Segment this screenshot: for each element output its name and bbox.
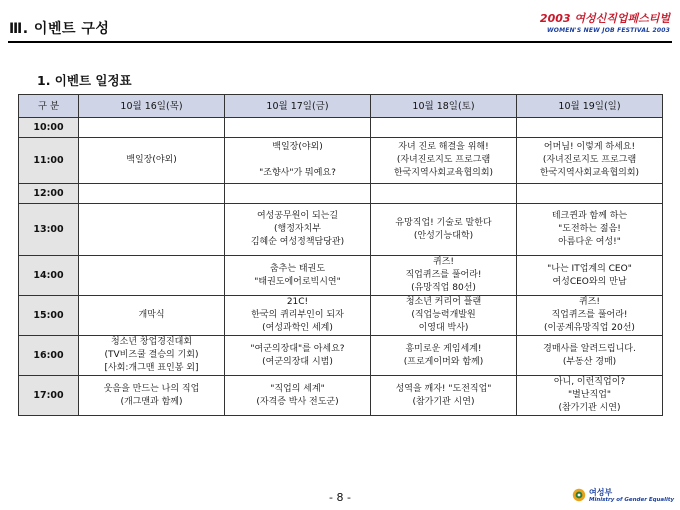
- table-row: [19, 138, 663, 184]
- event-text: 청소년 창업경진대회: [110, 337, 193, 347]
- header-day: 10월 17일(금): [225, 95, 371, 118]
- event-text: 아름다운 여성!": [558, 237, 621, 247]
- event-cell: [371, 184, 517, 204]
- event-cell: [517, 376, 663, 416]
- event-text: 김혜순 여성정책담당관): [250, 237, 345, 247]
- event-text: (행정자치부: [274, 224, 321, 234]
- event-text: 직업퀴즈를 풀어라!: [405, 270, 482, 280]
- event-text: (여군의장대 시범): [262, 356, 333, 367]
- event-text: 흥미로운 게임세계!: [405, 343, 482, 354]
- schedule-title: 1. 이벤트 일정표: [37, 73, 132, 88]
- ministry-logo: [572, 486, 675, 506]
- event-cell: [371, 118, 517, 138]
- event-cell: [79, 118, 225, 138]
- event-text: (자녀진로지도 프로그램: [542, 155, 637, 165]
- table-row: [19, 118, 663, 138]
- logo-title: 2003 여성신직업페스티벌: [539, 12, 670, 25]
- event-text: 청소년 커리어 플랜: [405, 297, 482, 307]
- event-text: 직업퀴즈를 풀어라!: [551, 310, 628, 320]
- table-row: [19, 204, 663, 256]
- time-cell: 17:00: [19, 376, 79, 416]
- ministry-name-en: Ministry of Gender Equality: [589, 497, 675, 503]
- time-cell: 11:00: [19, 138, 79, 184]
- event-cell: [371, 138, 517, 184]
- section-title: Ⅲ. 이벤트 구성: [9, 21, 110, 37]
- event-text: (자격증 박사 전도군): [256, 396, 339, 407]
- event-cell: [79, 138, 225, 184]
- event-cell: [79, 256, 225, 296]
- page-number: - 8 -: [329, 491, 351, 504]
- event-cell: [517, 256, 663, 296]
- event-text: 이영대 박사): [418, 323, 469, 333]
- event-cell: [79, 296, 225, 336]
- table-row: [19, 296, 663, 336]
- event-cell: [79, 336, 225, 376]
- event-text: 자녀 진로 해결을 위해!: [398, 142, 489, 152]
- event-cell: [79, 184, 225, 204]
- event-cell: [225, 376, 371, 416]
- header-divider: [8, 41, 672, 43]
- time-cell: 14:00: [19, 256, 79, 296]
- table-header-row: [19, 95, 663, 118]
- event-text: (여성과학인 세계): [262, 323, 333, 333]
- event-cell: [225, 256, 371, 296]
- logo-subtitle: WOMEN'S NEW JOB FESTIVAL 2003: [546, 27, 670, 34]
- event-text: "별난직업": [567, 390, 612, 400]
- event-text: (자녀진로지도 프로그램: [396, 155, 491, 165]
- event-text: (이공계유망직업 20선): [544, 323, 635, 333]
- time-cell: 13:00: [19, 204, 79, 256]
- event-text: 춤추는 태권도: [269, 263, 326, 274]
- event-cell: [517, 204, 663, 256]
- event-text: "나는 IT업계의 CEO": [547, 263, 632, 274]
- event-text: "태권도에어로빅시연": [254, 276, 341, 287]
- event-cell: [225, 204, 371, 256]
- event-text: [사회:개그맨 표인봉 외]: [104, 363, 199, 373]
- time-cell: 15:00: [19, 296, 79, 336]
- event-cell: [517, 184, 663, 204]
- event-text: 한국지역사회교육협의회): [539, 168, 640, 178]
- event-text: "직업의 세계": [270, 383, 325, 394]
- event-text: (부동산 경매): [562, 356, 617, 367]
- event-text: 21C!: [286, 297, 309, 307]
- event-cell: [79, 376, 225, 416]
- event-text: (참가기관 시연): [412, 396, 475, 407]
- event-text: 경매사를 알려드립니다.: [543, 343, 636, 354]
- event-cell: [371, 336, 517, 376]
- header-day: 10월 18일(토): [371, 95, 517, 118]
- event-text: 여성공무원이 되는길: [256, 211, 339, 221]
- event-cell: [517, 336, 663, 376]
- event-cell: [225, 336, 371, 376]
- event-text: 테크퀸과 함께 하는: [551, 211, 628, 221]
- event-text: (유망직업 80선): [411, 283, 476, 293]
- header-day: 10월 16일(목): [79, 95, 225, 118]
- table-row: [19, 336, 663, 376]
- event-text: 여성CEO와의 만남: [552, 276, 627, 287]
- time-cell: 16:00: [19, 336, 79, 376]
- header-day: 10월 19일(일): [517, 95, 663, 118]
- event-cell: [225, 296, 371, 336]
- event-text: (직업능력개발원: [411, 310, 476, 320]
- event-cell: [371, 296, 517, 336]
- event-text: 어머님! 이렇게 하세요!: [543, 142, 636, 152]
- header-category: 구 분: [19, 95, 79, 118]
- page-header: [0, 0, 680, 44]
- event-text: [227, 154, 368, 167]
- event-text: 아니, 이런직업이?: [553, 377, 626, 387]
- table-row: [19, 376, 663, 416]
- event-text: (개그맨과 함께): [120, 396, 183, 407]
- event-text: 백일장(야외): [126, 155, 177, 165]
- event-text: 퀴즈!: [433, 257, 454, 267]
- event-cell: [517, 118, 663, 138]
- event-text: 개막식: [138, 310, 165, 320]
- event-text: 웃음을 만드는 나의 직업: [103, 383, 200, 394]
- event-cell: [225, 184, 371, 204]
- event-text: (TV비즈쿨 결승의 기회): [104, 350, 199, 360]
- festival-logo: [540, 10, 670, 34]
- event-text: "여군의장대"를 아세요?: [250, 343, 345, 354]
- table-row: [19, 256, 663, 296]
- event-text: 성역을 깨자! "도전직업": [395, 383, 492, 394]
- event-text: (프로게이머와 함께): [403, 356, 484, 367]
- time-cell: 12:00: [19, 184, 79, 204]
- event-cell: [225, 118, 371, 138]
- ministry-emblem-icon: [572, 488, 586, 502]
- event-text: 백일장(야외): [272, 142, 323, 152]
- event-text: "조향사"가 뭐예요?: [259, 168, 336, 178]
- table-row: [19, 184, 663, 204]
- event-text: "도전하는 젊음!: [558, 224, 621, 234]
- event-cell: [517, 296, 663, 336]
- event-text: (참가기관 시연): [558, 403, 621, 413]
- event-cell: [371, 204, 517, 256]
- event-schedule-table: [18, 94, 663, 416]
- ministry-name: 여성부: [589, 488, 613, 497]
- event-text: 한국지역사회교육협의회): [393, 168, 494, 178]
- event-text: 한국의 퀴리부인이 되자: [251, 310, 344, 320]
- event-text: 퀴즈!: [579, 297, 600, 307]
- event-text: 유망직업! 기술로 말한다: [395, 217, 492, 228]
- event-text: (안성기능대학): [413, 230, 474, 241]
- event-cell: [371, 256, 517, 296]
- time-cell: 10:00: [19, 118, 79, 138]
- event-cell: [371, 376, 517, 416]
- event-cell: [517, 138, 663, 184]
- event-cell: [79, 204, 225, 256]
- event-cell: [225, 138, 371, 184]
